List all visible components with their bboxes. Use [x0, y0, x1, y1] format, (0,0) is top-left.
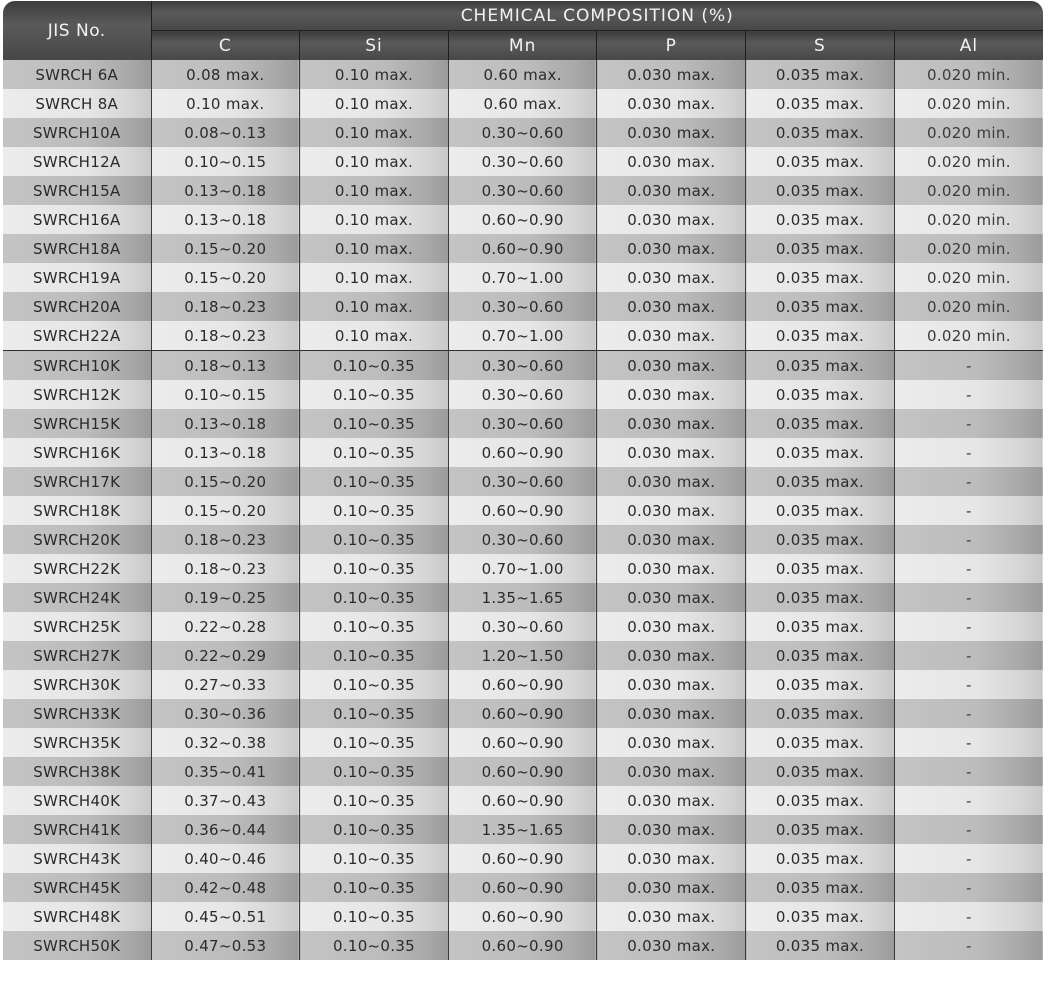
c-cell: 0.42~0.48 — [151, 873, 300, 902]
al-cell: - — [894, 699, 1043, 728]
s-cell: 0.035 max. — [746, 351, 895, 381]
jis-number-cell: SWRCH10A — [3, 118, 151, 147]
s-cell: 0.035 max. — [746, 263, 895, 292]
s-cell: 0.035 max. — [746, 118, 895, 147]
c-cell: 0.18~0.13 — [151, 351, 300, 381]
mn-cell: 0.30~0.60 — [448, 409, 597, 438]
si-cell: 0.10 max. — [300, 89, 449, 118]
table-row — [3, 931, 1043, 960]
table-row — [3, 176, 1043, 205]
c-cell: 0.18~0.23 — [151, 525, 300, 554]
c-cell: 0.40~0.46 — [151, 844, 300, 873]
table-row — [3, 612, 1043, 641]
si-cell: 0.10~0.35 — [300, 699, 449, 728]
table-row — [3, 292, 1043, 321]
s-cell: 0.035 max. — [746, 902, 895, 931]
c-cell: 0.30~0.36 — [151, 699, 300, 728]
si-cell: 0.10~0.35 — [300, 931, 449, 960]
mn-cell: 0.30~0.60 — [448, 118, 597, 147]
al-cell: 0.020 min. — [894, 60, 1043, 89]
p-cell: 0.030 max. — [597, 438, 746, 467]
p-cell: 0.030 max. — [597, 902, 746, 931]
table-row — [3, 118, 1043, 147]
c-cell: 0.35~0.41 — [151, 757, 300, 786]
c-cell: 0.10~0.15 — [151, 380, 300, 409]
si-cell: 0.10~0.35 — [300, 815, 449, 844]
mn-cell: 0.60~0.90 — [448, 844, 597, 873]
table-row — [3, 670, 1043, 699]
mn-cell: 0.30~0.60 — [448, 525, 597, 554]
al-cell: - — [894, 873, 1043, 902]
jis-number-cell: SWRCH40K — [3, 786, 151, 815]
table-row — [3, 438, 1043, 467]
si-cell: 0.10~0.35 — [300, 409, 449, 438]
si-cell: 0.10 max. — [300, 118, 449, 147]
mn-cell: 0.60~0.90 — [448, 931, 597, 960]
jis-number-cell: SWRCH15K — [3, 409, 151, 438]
mn-cell: 0.30~0.60 — [448, 147, 597, 176]
c-cell: 0.13~0.18 — [151, 438, 300, 467]
si-cell: 0.10~0.35 — [300, 438, 449, 467]
p-cell: 0.030 max. — [597, 554, 746, 583]
c-cell: 0.45~0.51 — [151, 902, 300, 931]
mn-cell: 0.60~0.90 — [448, 670, 597, 699]
s-cell: 0.035 max. — [746, 234, 895, 263]
s-cell: 0.035 max. — [746, 554, 895, 583]
mn-cell: 1.35~1.65 — [448, 583, 597, 612]
c-cell: 0.27~0.33 — [151, 670, 300, 699]
al-cell: - — [894, 728, 1043, 757]
s-cell: 0.035 max. — [746, 670, 895, 699]
c-cell: 0.18~0.23 — [151, 292, 300, 321]
table-row — [3, 467, 1043, 496]
p-cell: 0.030 max. — [597, 844, 746, 873]
jis-number-cell: SWRCH30K — [3, 670, 151, 699]
s-cell: 0.035 max. — [746, 205, 895, 234]
si-cell: 0.10~0.35 — [300, 583, 449, 612]
s-cell: 0.035 max. — [746, 699, 895, 728]
si-cell: 0.10~0.35 — [300, 873, 449, 902]
s-cell: 0.035 max. — [746, 844, 895, 873]
table-row — [3, 844, 1043, 873]
al-cell: - — [894, 438, 1043, 467]
table-row — [3, 380, 1043, 409]
mn-cell: 0.60~0.90 — [448, 438, 597, 467]
al-cell: 0.020 min. — [894, 234, 1043, 263]
mn-cell: 0.60~0.90 — [448, 873, 597, 902]
jis-number-cell: SWRCH33K — [3, 699, 151, 728]
table-row — [3, 873, 1043, 902]
mn-cell: 0.60~0.90 — [448, 786, 597, 815]
column-header-si: Si — [300, 31, 449, 61]
c-cell: 0.15~0.20 — [151, 263, 300, 292]
mn-cell: 0.30~0.60 — [448, 380, 597, 409]
c-cell: 0.15~0.20 — [151, 467, 300, 496]
jis-number-cell: SWRCH19A — [3, 263, 151, 292]
p-cell: 0.030 max. — [597, 612, 746, 641]
al-cell: 0.020 min. — [894, 176, 1043, 205]
s-cell: 0.035 max. — [746, 496, 895, 525]
jis-number-cell: SWRCH12A — [3, 147, 151, 176]
al-cell: 0.020 min. — [894, 89, 1043, 118]
c-cell: 0.47~0.53 — [151, 931, 300, 960]
s-cell: 0.035 max. — [746, 147, 895, 176]
table-row — [3, 757, 1043, 786]
si-cell: 0.10~0.35 — [300, 380, 449, 409]
s-cell: 0.035 max. — [746, 583, 895, 612]
jis-number-cell: SWRCH48K — [3, 902, 151, 931]
c-cell: 0.08~0.13 — [151, 118, 300, 147]
al-cell: - — [894, 583, 1043, 612]
table-row — [3, 902, 1043, 931]
c-cell: 0.32~0.38 — [151, 728, 300, 757]
jis-number-cell: SWRCH10K — [3, 351, 151, 381]
al-cell: - — [894, 467, 1043, 496]
p-cell: 0.030 max. — [597, 292, 746, 321]
mn-cell: 0.60~0.90 — [448, 728, 597, 757]
p-cell: 0.030 max. — [597, 496, 746, 525]
mn-cell: 0.60~0.90 — [448, 205, 597, 234]
si-cell: 0.10~0.35 — [300, 612, 449, 641]
table-row — [3, 234, 1043, 263]
c-cell: 0.13~0.18 — [151, 205, 300, 234]
al-cell: - — [894, 931, 1043, 960]
al-cell: 0.020 min. — [894, 263, 1043, 292]
al-cell: - — [894, 786, 1043, 815]
al-cell: - — [894, 612, 1043, 641]
jis-number-cell: SWRCH16A — [3, 205, 151, 234]
c-cell: 0.22~0.28 — [151, 612, 300, 641]
mn-cell: 0.60 max. — [448, 60, 597, 89]
si-cell: 0.10~0.35 — [300, 757, 449, 786]
p-cell: 0.030 max. — [597, 815, 746, 844]
table-row — [3, 525, 1043, 554]
al-cell: - — [894, 525, 1043, 554]
s-cell: 0.035 max. — [746, 612, 895, 641]
jis-number-header: JIS No. — [3, 1, 151, 60]
jis-number-cell: SWRCH22K — [3, 554, 151, 583]
s-cell: 0.035 max. — [746, 89, 895, 118]
s-cell: 0.035 max. — [746, 176, 895, 205]
jis-number-cell: SWRCH16K — [3, 438, 151, 467]
jis-number-cell: SWRCH12K — [3, 380, 151, 409]
si-cell: 0.10~0.35 — [300, 786, 449, 815]
jis-number-cell: SWRCH18A — [3, 234, 151, 263]
column-header-al: Al — [894, 31, 1043, 61]
p-cell: 0.030 max. — [597, 467, 746, 496]
al-cell: - — [894, 380, 1043, 409]
table-row — [3, 321, 1043, 351]
jis-number-cell: SWRCH22A — [3, 321, 151, 351]
column-header-mn: Mn — [448, 31, 597, 61]
al-cell: - — [894, 815, 1043, 844]
table-row — [3, 583, 1043, 612]
c-cell: 0.13~0.18 — [151, 409, 300, 438]
mn-cell: 0.30~0.60 — [448, 467, 597, 496]
s-cell: 0.035 max. — [746, 292, 895, 321]
table-row — [3, 786, 1043, 815]
si-cell: 0.10~0.35 — [300, 496, 449, 525]
table-body — [3, 60, 1043, 960]
s-cell: 0.035 max. — [746, 873, 895, 902]
jis-number-cell: SWRCH35K — [3, 728, 151, 757]
p-cell: 0.030 max. — [597, 525, 746, 554]
s-cell: 0.035 max. — [746, 321, 895, 351]
table-row — [3, 89, 1043, 118]
column-header-p: P — [597, 31, 746, 61]
c-cell: 0.18~0.23 — [151, 554, 300, 583]
al-cell: - — [894, 641, 1043, 670]
p-cell: 0.030 max. — [597, 380, 746, 409]
al-cell: - — [894, 902, 1043, 931]
si-cell: 0.10 max. — [300, 60, 449, 89]
si-cell: 0.10~0.35 — [300, 641, 449, 670]
al-cell: - — [894, 409, 1043, 438]
table-row — [3, 147, 1043, 176]
jis-number-cell: SWRCH15A — [3, 176, 151, 205]
jis-number-cell: SWRCH50K — [3, 931, 151, 960]
s-cell: 0.035 max. — [746, 380, 895, 409]
s-cell: 0.035 max. — [746, 60, 895, 89]
jis-number-cell: SWRCH17K — [3, 467, 151, 496]
c-cell: 0.19~0.25 — [151, 583, 300, 612]
p-cell: 0.030 max. — [597, 641, 746, 670]
s-cell: 0.035 max. — [746, 467, 895, 496]
p-cell: 0.030 max. — [597, 583, 746, 612]
si-cell: 0.10~0.35 — [300, 670, 449, 699]
mn-cell: 0.30~0.60 — [448, 176, 597, 205]
mn-cell: 0.70~1.00 — [448, 321, 597, 351]
si-cell: 0.10 max. — [300, 234, 449, 263]
si-cell: 0.10~0.35 — [300, 728, 449, 757]
table-row — [3, 409, 1043, 438]
si-cell: 0.10~0.35 — [300, 467, 449, 496]
c-cell: 0.18~0.23 — [151, 321, 300, 351]
si-cell: 0.10~0.35 — [300, 525, 449, 554]
p-cell: 0.030 max. — [597, 873, 746, 902]
jis-number-cell: SWRCH27K — [3, 641, 151, 670]
column-header-c: C — [151, 31, 300, 61]
table-row — [3, 554, 1043, 583]
p-cell: 0.030 max. — [597, 118, 746, 147]
s-cell: 0.035 max. — [746, 728, 895, 757]
al-cell: - — [894, 757, 1043, 786]
jis-number-cell: SWRCH25K — [3, 612, 151, 641]
p-cell: 0.030 max. — [597, 89, 746, 118]
table-row — [3, 351, 1043, 381]
al-cell: - — [894, 351, 1043, 381]
mn-cell: 0.30~0.60 — [448, 292, 597, 321]
al-cell: - — [894, 554, 1043, 583]
p-cell: 0.030 max. — [597, 263, 746, 292]
si-cell: 0.10~0.35 — [300, 902, 449, 931]
s-cell: 0.035 max. — [746, 641, 895, 670]
p-cell: 0.030 max. — [597, 728, 746, 757]
s-cell: 0.035 max. — [746, 757, 895, 786]
al-cell: - — [894, 496, 1043, 525]
s-cell: 0.035 max. — [746, 409, 895, 438]
mn-cell: 0.60~0.90 — [448, 699, 597, 728]
mn-cell: 0.30~0.60 — [448, 612, 597, 641]
si-cell: 0.10 max. — [300, 176, 449, 205]
si-cell: 0.10 max. — [300, 205, 449, 234]
c-cell: 0.36~0.44 — [151, 815, 300, 844]
p-cell: 0.030 max. — [597, 147, 746, 176]
p-cell: 0.030 max. — [597, 409, 746, 438]
composition-table-container — [3, 1, 1043, 989]
mn-cell: 0.60 max. — [448, 89, 597, 118]
mn-cell: 1.35~1.65 — [448, 815, 597, 844]
jis-number-cell: SWRCH18K — [3, 496, 151, 525]
c-cell: 0.22~0.29 — [151, 641, 300, 670]
jis-number-cell: SWRCH43K — [3, 844, 151, 873]
p-cell: 0.030 max. — [597, 234, 746, 263]
p-cell: 0.030 max. — [597, 699, 746, 728]
c-cell: 0.15~0.20 — [151, 496, 300, 525]
s-cell: 0.035 max. — [746, 438, 895, 467]
p-cell: 0.030 max. — [597, 321, 746, 351]
p-cell: 0.030 max. — [597, 931, 746, 960]
chemical-composition-table — [3, 1, 1043, 960]
jis-number-cell: SWRCH20K — [3, 525, 151, 554]
jis-number-cell: SWRCH38K — [3, 757, 151, 786]
al-cell: - — [894, 670, 1043, 699]
c-cell: 0.15~0.20 — [151, 234, 300, 263]
mn-cell: 0.60~0.90 — [448, 234, 597, 263]
jis-number-cell: SWRCH24K — [3, 583, 151, 612]
s-cell: 0.035 max. — [746, 525, 895, 554]
table-row — [3, 263, 1043, 292]
jis-number-cell: SWRCH41K — [3, 815, 151, 844]
table-row — [3, 496, 1043, 525]
al-cell: 0.020 min. — [894, 292, 1043, 321]
al-cell: 0.020 min. — [894, 205, 1043, 234]
si-cell: 0.10~0.35 — [300, 554, 449, 583]
c-cell: 0.10~0.15 — [151, 147, 300, 176]
p-cell: 0.030 max. — [597, 670, 746, 699]
c-cell: 0.13~0.18 — [151, 176, 300, 205]
c-cell: 0.08 max. — [151, 60, 300, 89]
jis-number-cell: SWRCH45K — [3, 873, 151, 902]
table-row — [3, 728, 1043, 757]
si-cell: 0.10 max. — [300, 147, 449, 176]
al-cell: 0.020 min. — [894, 147, 1043, 176]
c-cell: 0.37~0.43 — [151, 786, 300, 815]
s-cell: 0.035 max. — [746, 815, 895, 844]
si-cell: 0.10~0.35 — [300, 844, 449, 873]
p-cell: 0.030 max. — [597, 786, 746, 815]
column-header-s: S — [746, 31, 895, 61]
chemical-composition-header: CHEMICAL COMPOSITION (%) — [151, 1, 1043, 31]
p-cell: 0.030 max. — [597, 757, 746, 786]
mn-cell: 1.20~1.50 — [448, 641, 597, 670]
mn-cell: 0.70~1.00 — [448, 263, 597, 292]
mn-cell: 0.60~0.90 — [448, 902, 597, 931]
jis-number-cell: SWRCH 8A — [3, 89, 151, 118]
si-cell: 0.10~0.35 — [300, 351, 449, 381]
table-row — [3, 815, 1043, 844]
si-cell: 0.10 max. — [300, 263, 449, 292]
mn-cell: 0.60~0.90 — [448, 757, 597, 786]
p-cell: 0.030 max. — [597, 176, 746, 205]
c-cell: 0.10 max. — [151, 89, 300, 118]
al-cell: 0.020 min. — [894, 118, 1043, 147]
table-row — [3, 641, 1043, 670]
mn-cell: 0.70~1.00 — [448, 554, 597, 583]
mn-cell: 0.60~0.90 — [448, 496, 597, 525]
p-cell: 0.030 max. — [597, 205, 746, 234]
jis-number-cell: SWRCH 6A — [3, 60, 151, 89]
table-header — [3, 1, 1043, 60]
table-row — [3, 205, 1043, 234]
jis-number-cell: SWRCH20A — [3, 292, 151, 321]
p-cell: 0.030 max. — [597, 60, 746, 89]
table-row — [3, 699, 1043, 728]
s-cell: 0.035 max. — [746, 931, 895, 960]
table-row — [3, 60, 1043, 89]
si-cell: 0.10 max. — [300, 321, 449, 351]
p-cell: 0.030 max. — [597, 351, 746, 381]
al-cell: 0.020 min. — [894, 321, 1043, 351]
s-cell: 0.035 max. — [746, 786, 895, 815]
si-cell: 0.10 max. — [300, 292, 449, 321]
mn-cell: 0.30~0.60 — [448, 351, 597, 381]
al-cell: - — [894, 844, 1043, 873]
